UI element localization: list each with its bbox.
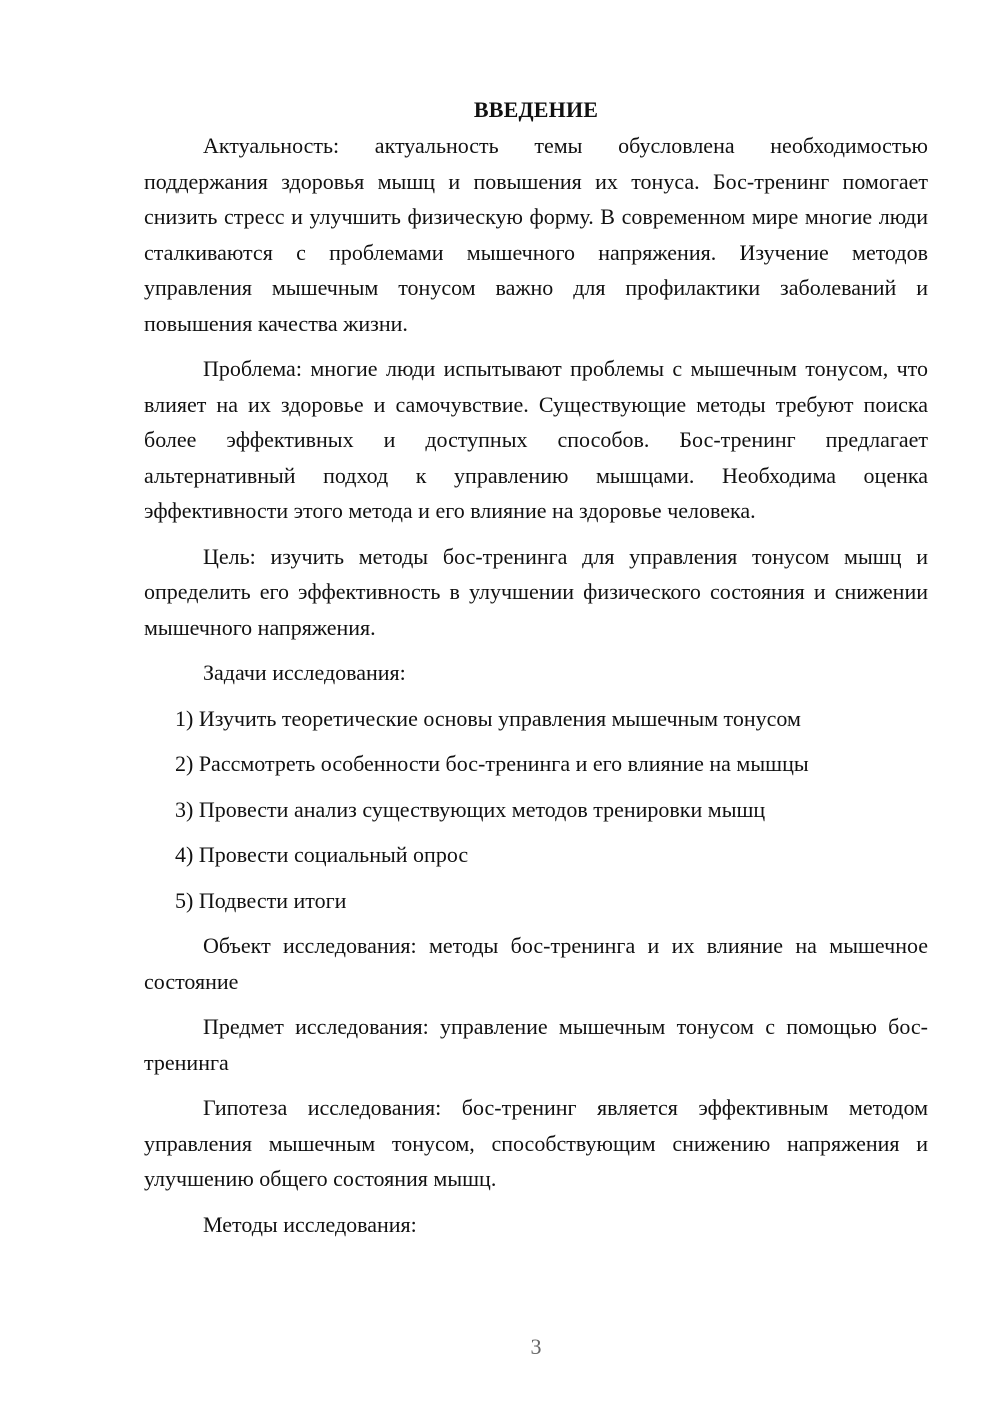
- task-item: 1) Изучить теоретические основы управления мышечным тонусом: [175, 705, 801, 731]
- tasks-label: Задачи исследования:: [203, 660, 406, 685]
- page-content: [144, 92, 928, 1252]
- object-paragraph: Объект исследования: методы бос-тренинга и их влияние на мышечное состояние: [144, 933, 928, 994]
- tasks-list: [144, 701, 928, 919]
- task-item: 5) Подвести итоги: [175, 887, 347, 913]
- problem-paragraph: Проблема: многие люди испытывают проблемы с мышечным тонусом, что влияет на их здоровье и самочувствие. Существующие методы требуют поиска более эффективных и доступных способов. Бос-тренинг предлагает альтернативный подход к управлению мышцами. Необходима оценка эффективности этого метода и его влияние на здоровье человека.: [144, 356, 928, 523]
- task-item: 2) Рассмотреть особенности бос-тренинга и его влияние на мышцы: [175, 751, 809, 776]
- hypothesis-paragraph: Гипотеза исследования: бос-тренинг является эффективным методом управления мышечным тонусом, способствующим снижению напряжения и улучшению общего состояния мышц.: [144, 1095, 928, 1191]
- goal-paragraph: Цель: изучить методы бос-тренинга для управления тонусом мышц и определить его эффективность в улучшении физического состояния и снижении мышечного напряжения.: [144, 543, 928, 640]
- page-number: 3: [530, 1334, 542, 1359]
- methods-label: Методы исследования:: [203, 1211, 417, 1237]
- section-title: ВВЕДЕНИЕ: [473, 97, 599, 122]
- task-item: 4) Провести социальный опрос: [175, 842, 469, 867]
- task-item: 3) Провести анализ существующих методов тренировки мышц: [175, 796, 766, 822]
- relevance-paragraph: Актуальность: актуальность темы обусловлена необходимостью поддержания здоровья мышц и повышения их тонуса. Бос-тренинг помогает снизить стресс и улучшить физическую форму. В современном мире многие люди сталкиваются с проблемами мышечного напряжения. Изучение методов управления мышечным тонусом важно для профилактики заболеваний и повышения качества жизни.: [144, 133, 928, 336]
- subject-paragraph: Предмет исследования: управление мышечным тонусом с помощью бос-тренинга: [144, 1014, 928, 1075]
